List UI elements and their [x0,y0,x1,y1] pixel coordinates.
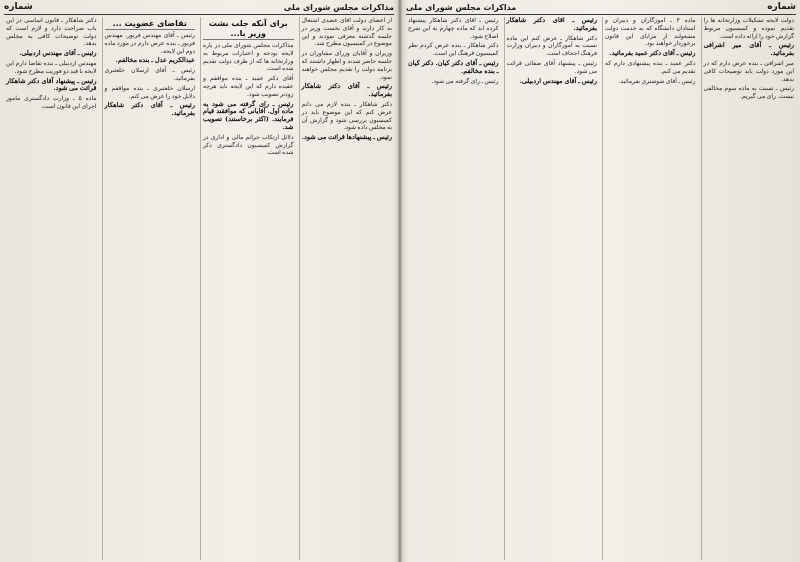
left-column-1 [299,17,395,560]
paragraph: میر اشرافی ـ بنده عرض دارم که در این مورد دولت باید توضیحات کافی بدهد. [703,59,794,83]
paragraph: ارسلان خلعتبری ـ بنده موافقم و دلایل خود را عرض می کنم. [104,84,195,100]
left-page [0,0,398,562]
paragraph: دکتر شاهکار ـ بنده عرض کردم نظر کمیسیون فرهنگ این است. [408,42,499,58]
right-page-label: شماره [767,2,796,12]
section-headline: تقاضای عضویت ... [105,19,196,30]
paragraph: رئیس ـ نسبت به ماده سوم مخالفی نیست. رای می گیریم. [703,85,794,101]
paragraph: دکتر عمید ـ بنده پیشنهادی دارم که تقدیم می کنم. [605,59,696,75]
right-column-2 [602,17,698,560]
paragraph: رئیس ـ آقای مهندس اردبیلی. [19,49,97,58]
right-column-4 [406,17,501,560]
left-running-head: مذاکرات مجلس شورای ملی [283,2,394,12]
paragraph: رئیس ـ آقای دکتر عمید بفرمائید. [609,49,696,58]
paragraph: رئیس ـ آقای دکتر شاهکار بفرمائید. [301,82,392,99]
paragraph: رئیس ـ آقای ارسلان خلعتبری بفرمائید. [104,67,195,82]
paragraph: از اعضای دولت آقای عضدی اشتغال به کار دارند و آقای نخست وزیر در جلسه گذشته معرفی نمودند و این موضوع در کمیسیون مطرح شد. [301,17,392,48]
paragraph: رئیس ـ آقای میر اشرافی بفرمائید. [703,41,794,58]
paragraph: رئیس ـ آقای شوشتری بفرمائید. [618,77,696,85]
paragraph: ماده ۵ ـ وزارت دادگستری مامور اجرای این قانون است. [6,95,97,110]
paragraph: دولت لایحه تشکیلات وزارتخانه ها را تقدیم نموده و کمیسیون مربوط گزارش خود را ارائه داده است. [703,17,794,40]
left-page-label: شماره [4,2,33,12]
left-page-header [4,0,394,15]
paragraph: وزیران و آقایان وزرای مشاوران در جلسه حاضر شدند و اظهار داشتند که برنامه دولت را تقدیم مجلس خواهند نمود. [301,50,392,81]
paragraph: رئیس ـ پیشنهادها قرائت می شود. [301,133,392,142]
paragraph: دکتر شاهکار ـ قانون اساسی در این باب صراحت دارد و لازم است که دولت توضیحات کافی به مجلس بدهد. [6,17,97,48]
section-headline: برای آنکه جلب نشت وزیر با... [203,19,294,40]
paragraph: رئیس ـ پیشنهاد آقای دکتر شاهکار قرائت می شود. [6,76,97,93]
paragraph: دلائل ارتکاب جرائم مالی و اداری در گزارش کمیسیون دادگستری ذکر شده است. [203,133,294,157]
paragraph: رئیس ـ رای گرفته می شود به ماده اول. آقایانی که موافقند قیام فرمایند. (اکثر برخاستند) تصویب شد. [203,99,294,131]
paragraph: رئیس ـ پیشنهاد آقای صفائی قرائت می شود. [506,59,597,75]
right-running-head: مذاکرات مجلس شورای ملی [406,2,517,12]
paragraph: عبدالکریم عدل ـ بنده مخالفم. [115,56,195,65]
paragraph: رئیس ـ آقای دکتر شاهکار پیشنهاد کرده اند که ماده چهارم به این شرح اصلاح شود. [408,17,499,40]
paragraph: رئیس ـ آقای دکتر شاهکار بفرمائید. [506,17,597,32]
right-page [402,0,800,562]
page-fold [398,0,402,562]
paragraph: آقای دکتر عمید ـ بنده موافقم و عقیده دارم که این لایحه باید هرچه زودتر تصویب شود. [203,75,294,98]
paragraph: رئیس ـ آقای دکتر شاهکار بفرمائید. [104,101,195,118]
paragraph: مهندس اردبیلی ـ بنده تقاضا دارم این لایحه با قید دو فوریت مطرح شود. [6,59,97,75]
paragraph: مذاکرات مجلس شورای ملی در باره لایحه بودجه و اعتبارات مربوط به وزارتخانه ها که از طرف دولت تقدیم شده است. [203,42,294,73]
paragraph: ماده ۴ ـ آموزگاران و دبیران و استادان دانشگاه که به خدمت دولت مشغولند از مزایای این قانون برخوردار خواهند بود. [605,17,696,48]
paragraph: دکتر شاهکار ـ بنده لازم می دانم عرض کنم که این موضوع باید در کمیسیون بررسی شود و گزارش آن به مجلس داده شود. [301,100,392,132]
paragraph: رئیس ـ آقای مهندس فریور. مهندس فریور ـ بنده عرض دارم در مورد ماده دوم این لایحه. [104,32,195,55]
right-column-1 [701,17,797,560]
right-column-3 [504,17,600,560]
right-page-header [406,0,796,15]
left-column-2 [200,17,296,560]
left-column-4 [4,17,99,560]
paragraph: دکتر شاهکار ـ عرض کنم این ماده نسبت به آموزگاران و دبیران وزارت فرهنگ اجحاف است. [506,34,597,58]
left-column-3 [102,17,198,560]
paragraph: رئیس ـ رای گرفته می شود. [431,77,499,85]
paragraph: رئیس ـ آقای دکتر کیان. دکتر کیان ـ بنده مخالفم. [408,58,499,75]
paragraph: رئیس ـ آقای مهندس اردبیلی. [519,76,597,85]
